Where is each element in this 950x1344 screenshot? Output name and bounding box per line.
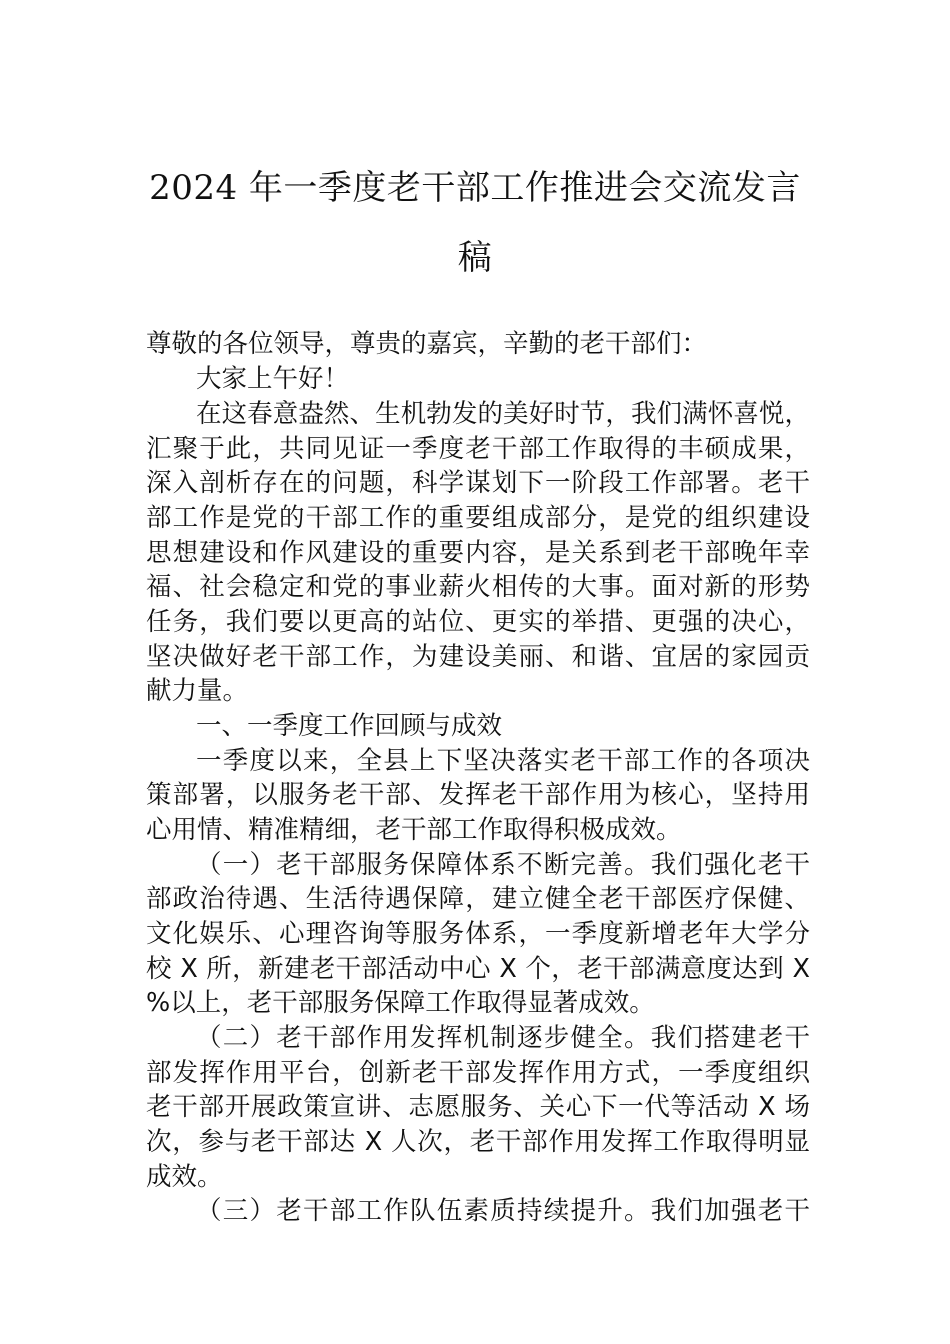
paragraph-line: 策部署，以服务老干部、发挥老干部作用为核心，坚持用 xyxy=(146,780,810,810)
paragraph-line: （一）老干部服务保障体系不断完善。我们强化老干 xyxy=(196,850,810,880)
paragraph-line: 心用情、精准精细，老干部工作取得积极成效。 xyxy=(146,815,682,845)
salutation: 尊敬的各位领导，尊贵的嘉宾，辛勤的老干部们： xyxy=(146,329,708,359)
paragraph-line: 文化娱乐、心理咨询等服务体系，一季度新增老年大学分 xyxy=(146,919,810,949)
paragraph-line: （三）老干部工作队伍素质持续提升。我们加强老干 xyxy=(196,1196,810,1226)
paragraph-line: 坚决做好老干部工作，为建设美丽、和谐、宜居的家园贡 xyxy=(146,642,810,672)
paragraph-line: 汇聚于此，共同见证一季度老干部工作取得的丰硕成果， xyxy=(146,434,810,464)
paragraph-line: 部发挥作用平台，创新老干部发挥作用方式，一季度组织 xyxy=(146,1058,810,1088)
document-title-line-1: 2024 年一季度老干部工作推进会交流发言 xyxy=(149,168,801,208)
paragraph-line: 在这春意盎然、生机勃发的美好时节，我们满怀喜悦， xyxy=(196,399,810,429)
paragraph-line: 老干部开展政策宣讲、志愿服务、关心下一代等活动 X 场 xyxy=(146,1092,810,1122)
paragraph-line: 部政治待遇、生活待遇保障，建立健全老干部医疗保健、 xyxy=(146,884,810,914)
section-heading: 一、一季度工作回顾与成效 xyxy=(196,711,503,741)
paragraph-line: 福、社会稳定和党的事业薪火相传的大事。面对新的形势 xyxy=(146,572,810,602)
paragraph-line: 次，参与老干部达 X 人次，老干部作用发挥工作取得明显 xyxy=(146,1127,810,1157)
paragraph-line: 任务，我们要以更高的站位、更实的举措、更强的决心， xyxy=(146,607,810,637)
greeting: 大家上午好！ xyxy=(196,364,350,394)
paragraph-line: %以上，老干部服务保障工作取得显著成效。 xyxy=(146,988,655,1018)
paragraph-line: 一季度以来，全县上下坚决落实老干部工作的各项决 xyxy=(196,746,810,776)
paragraph-line: （二）老干部作用发挥机制逐步健全。我们搭建老干 xyxy=(196,1023,810,1053)
paragraph-line: 深入剖析存在的问题，科学谋划下一阶段工作部署。老干 xyxy=(146,468,810,498)
document-title-line-2: 稿 xyxy=(457,238,493,278)
paragraph-line: 思想建设和作风建设的重要内容，是关系到老干部晚年幸 xyxy=(146,538,810,568)
paragraph-line: 献力量。 xyxy=(146,676,249,706)
paragraph-line: 部工作是党的干部工作的重要组成部分，是党的组织建设 xyxy=(146,503,810,533)
paragraph-line: 校 X 所，新建老干部活动中心 X 个，老干部满意度达到 X xyxy=(146,954,810,984)
paragraph-line: 成效。 xyxy=(146,1162,223,1192)
